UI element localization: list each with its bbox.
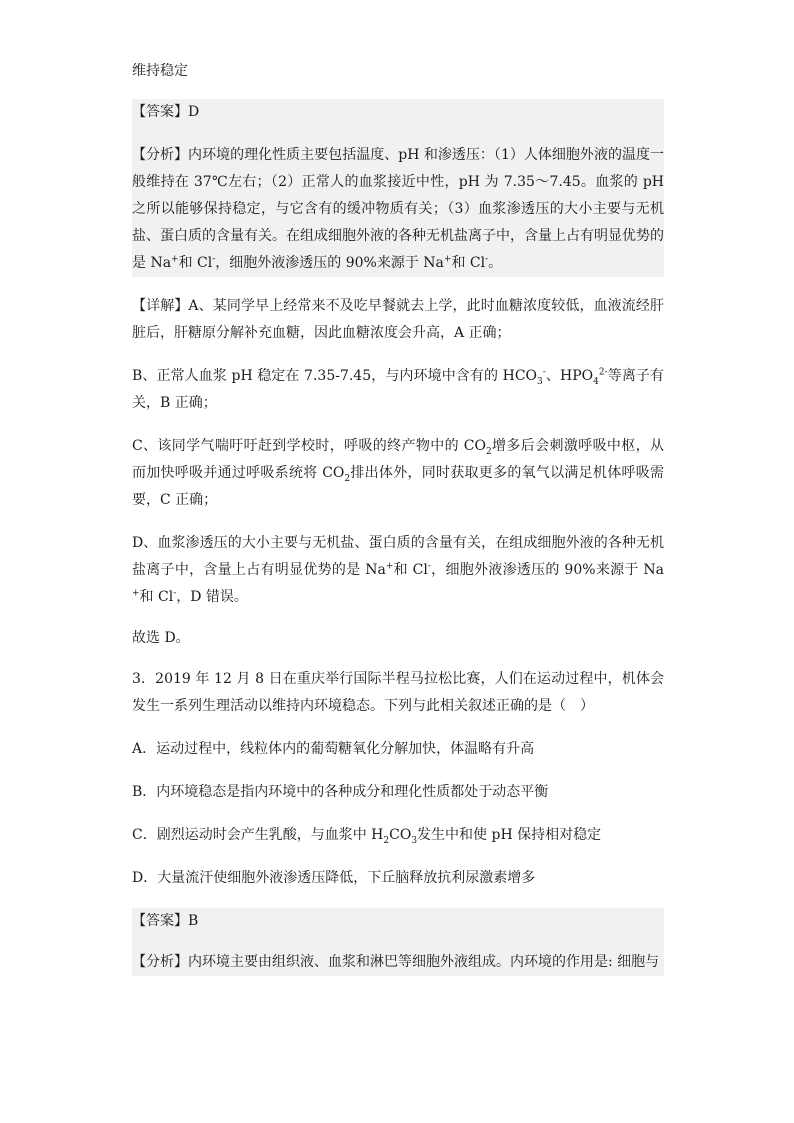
q2-analysis: 【分析】内环境的理化性质主要包括温度、pH 和渗透压：（1）人体细胞外液的温度一般维持在 37℃左右；（2）正常人的血浆接近中性，pH 为 7.35～7.45。血浆的 pH 之所以能够保持稳定，与它含有的缓冲物质有关；（3）血浆渗透压的大小主要与无机盐、蛋白质的含量有关。在组成细胞外液的各种无机盐离子中，含量上占有明显优势的是 Na+和 Cl-，细胞外液渗透压的 90%来源于 Na+和 Cl-。 (132, 142, 664, 277)
q3-option-c: C．剧烈运动时会产生乳酸，与血浆中 $H_2CO_3$发生中和使 pH 保持相对稳定 (132, 827, 602, 846)
q2-detail-d: D、血浆渗透压的大小主要与无机盐、蛋白质的含量有关，在组成细胞外液的各种无机盐离子中，含量上占有明显优势的是 Na+和 Cl-，细胞外液渗透压的 90%来源于 Na+和 Cl-，D 错误。 (132, 535, 664, 605)
q2-detail-a: 【详解】A、某同学早上经常来不及吃早餐就去上学，此时血糖浓度较低，血液流经肝脏后，肝糖原分解补充血糖，因此血糖浓度会升高，A 正确； (132, 298, 664, 341)
q3-option-a: A．运动过程中，线粒体内的葡萄糖氧化分解加快，体温略有升高 (132, 741, 535, 757)
q2-detail-b: B、正常人血浆 pH 稳定在 7.35-7.45，与内环境中含有的 $HCO_3^-$、$HPO_4^{2-}$等离子有关，B 正确； (132, 367, 665, 411)
q3-analysis: 【分析】内环境主要由组织液、血浆和淋巴等细胞外液组成。内环境的作用是: 细胞与 (132, 949, 664, 976)
q3-option-b: B．内环境稳态是指内环境中的各种成分和理化性质都处于动态平衡 (132, 784, 549, 800)
q3-stem: 3．2019 年 12 月 8 日在重庆举行国际半程马拉松比赛，人们在运动过程中，机体会发生一系列生理活动以维持内环境稳态。下列与此相关叙述正确的是（ ） (132, 671, 664, 714)
document-page (132, 58, 664, 976)
q2-answer: 【答案】D (132, 99, 664, 126)
q2-conclusion: 故选 D。 (132, 630, 190, 646)
previous-text-tail: 维持稳定 (132, 63, 188, 79)
q2-detail-c: C、该同学气喘吁吁赶到学校时，呼吸的终产物中的 $CO_2$增多后会刺激呼吸中枢，从而加快呼吸并通过呼吸系统将 $CO_2$排出体外，同时获取更多的氧气以满足机体呼吸需要，C 正确； (132, 438, 665, 508)
q3-option-d: D．大量流汗使细胞外液渗透压降低，下丘脑释放抗利尿激素增多 (132, 870, 536, 886)
q3-answer: 【答案】B (132, 908, 664, 935)
